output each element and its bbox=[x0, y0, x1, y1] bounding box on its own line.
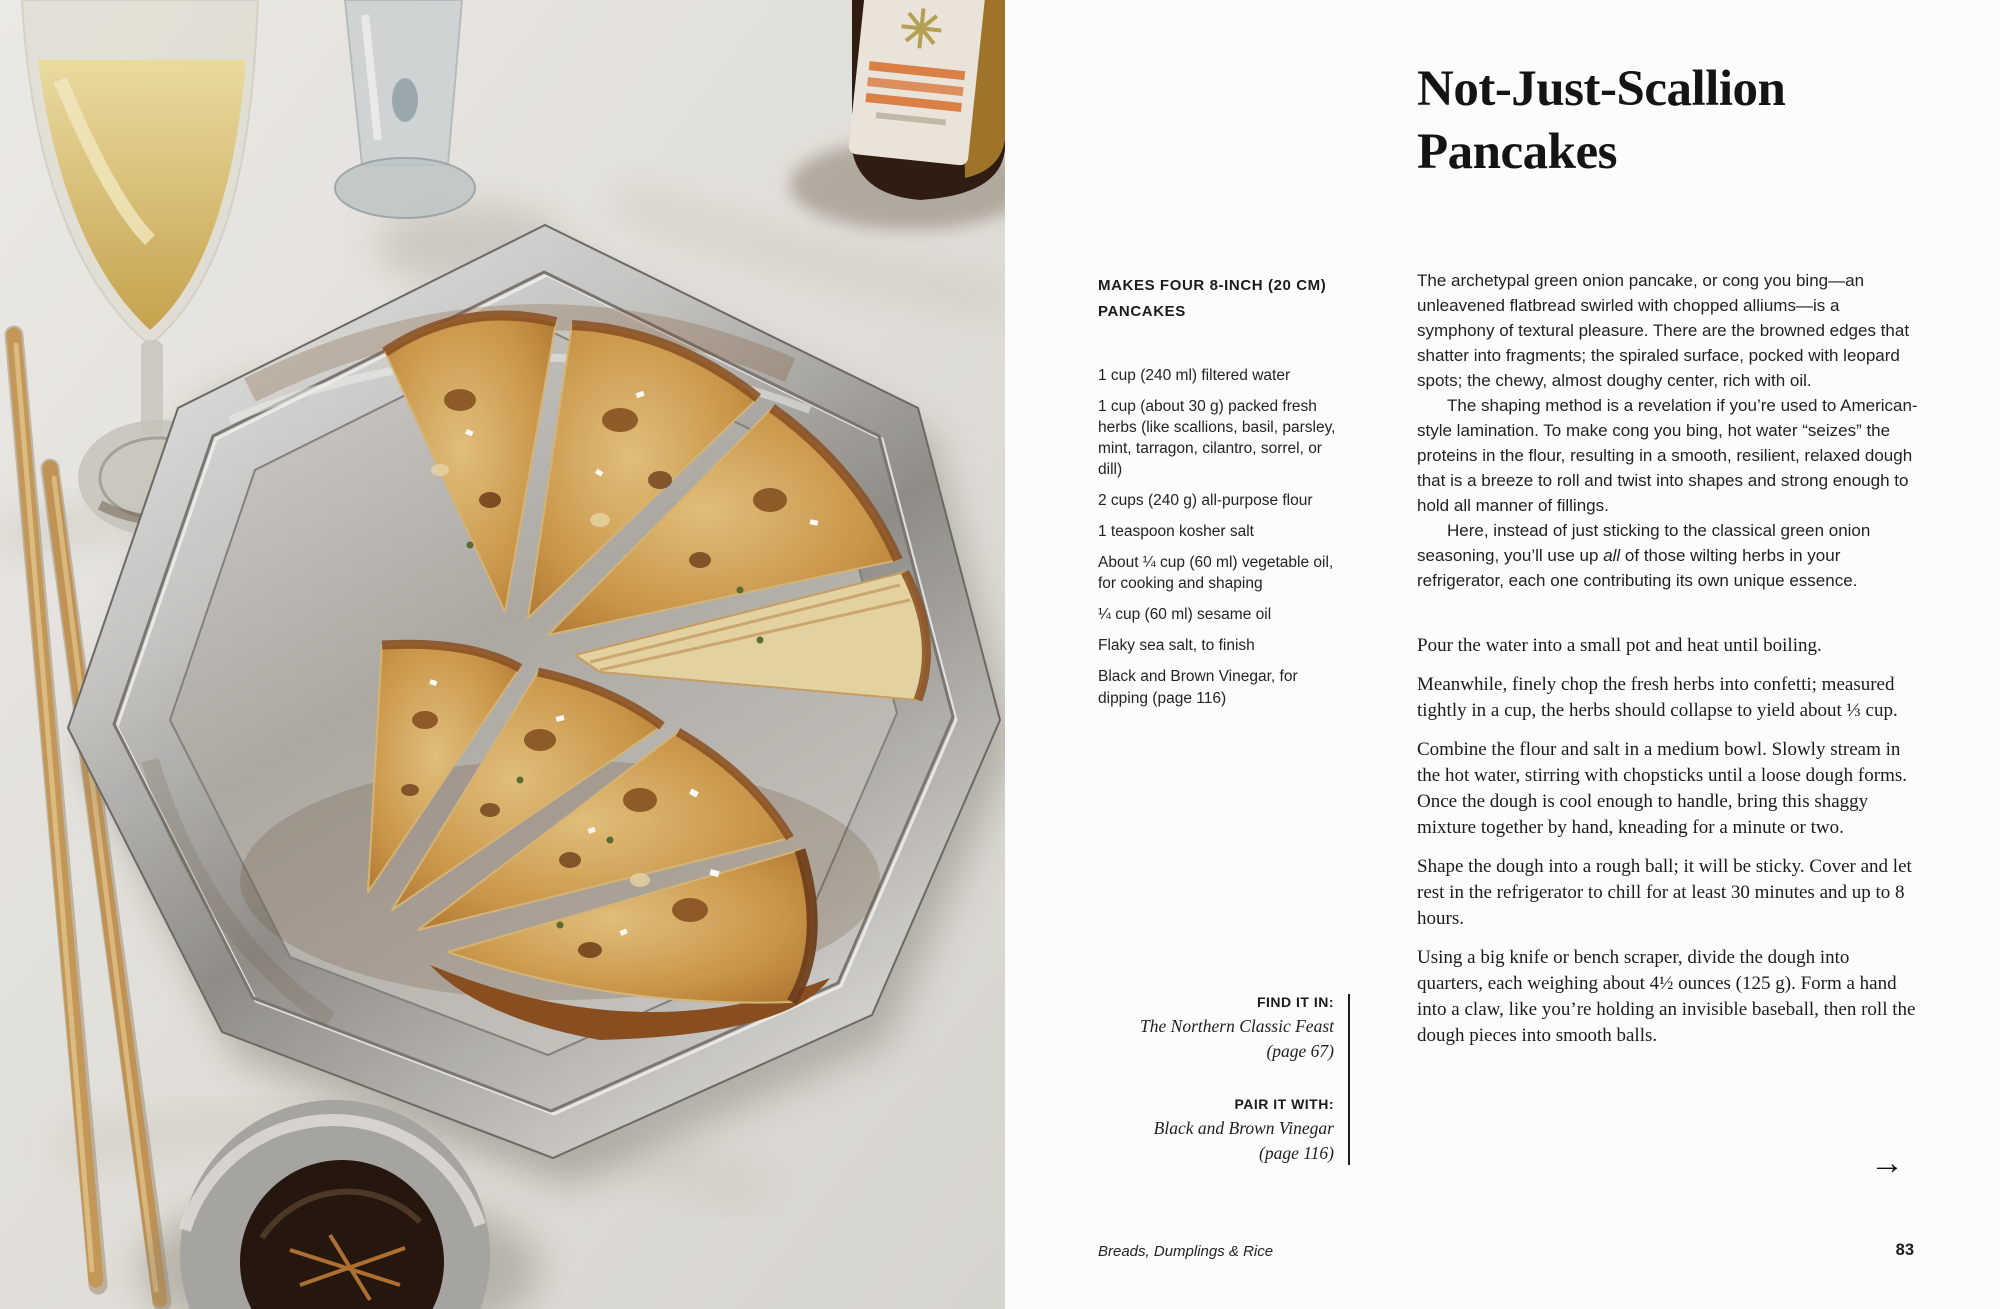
recipe-instructions bbox=[1417, 633, 1919, 1049]
ingredient-item: Black and Brown Vinegar, for dipping (page 116) bbox=[1098, 668, 1298, 707]
ingredient-item: ¼ cup (60 ml) sesame oil bbox=[1098, 606, 1272, 624]
cross-reference-spacer bbox=[1098, 1064, 1334, 1096]
instruction-step: Meanwhile, finely chop the fresh herbs into confetti; measured tightly in a cup, the herbs should collapse to yield about ⅓ cup. bbox=[1417, 674, 1898, 721]
ingredient-item: Flaky sea salt, to finish bbox=[1098, 637, 1255, 655]
pair-it-with-label: PAIR IT WITH: bbox=[1234, 1095, 1334, 1112]
intro-paragraph: The shaping method is a revelation if you’re used to American-style lamination. To make cong you bing, hot water “seizes” the proteins in the flour, resulting in a smooth, resilient, relaxed dough that is a breeze to roll and twist into shapes and strong enough to hold all manner of fillings. bbox=[1417, 396, 1918, 515]
ingredient-item: About ¼ cup (60 ml) vegetable oil, for cooking and shaping bbox=[1098, 554, 1334, 593]
pair-it-with-page-ref: (page 116) bbox=[1259, 1142, 1334, 1163]
recipe-body bbox=[1417, 268, 1919, 1062]
yield-label: MAKES FOUR 8-INCH (20 CM) PANCAKES bbox=[1098, 277, 1327, 320]
page-number: 83 bbox=[1895, 1241, 1914, 1259]
ingredient-item: 1 teaspoon kosher salt bbox=[1098, 523, 1254, 541]
pair-it-with-title: Black and Brown Vinegar bbox=[1153, 1117, 1334, 1138]
instruction-step: Combine the flour and salt in a medium bowl. Slowly stream in the hot water, stirring with chopsticks until a loose dough forms. Once the dough is cool enough to handle, bring this shaggy mixture together by hand, kneading for a minute or two. bbox=[1417, 739, 1908, 838]
intro-text: Here, instead of just sticking to the classical green onion seasoning, you’ll use up bbox=[1417, 521, 1871, 565]
cross-references bbox=[1098, 994, 1350, 1165]
chapter-footer: Breads, Dumplings & Rice bbox=[1098, 1243, 1274, 1260]
instruction-step: Shape the dough into a rough ball; it will be sticky. Cover and let rest in the refrigerator to chill for at least 30 minutes and up to 8 hours. bbox=[1417, 856, 1912, 929]
intro-paragraph: The archetypal green onion pancake, or cong you bing—an unleavened flatbread swirled with chopped alliums—is a symphony of textural pleasure. There are the browned edges that shatter into fragments; the spiraled surface, pocked with leopard spots; the chewy, almost doughy center, rich with oil. bbox=[1417, 271, 1910, 390]
recipe-title: Not-Just-Scallion Pancakes bbox=[1417, 61, 1786, 181]
ingredient-item: 2 cups (240 g) all-purpose flour bbox=[1098, 491, 1313, 509]
ingredients-column bbox=[1098, 273, 1350, 719]
intro-text: of those wilting herbs in your refrigerator, each one contributing its own unique essence. bbox=[1417, 546, 1858, 590]
ingredient-item: 1 cup (240 ml) filtered water bbox=[1098, 366, 1291, 384]
continued-arrow: → bbox=[1870, 1144, 1904, 1182]
instruction-step: Using a big knife or bench scraper, divide the dough into quarters, each weighing about 4½ ounces (125 g). Form a hand into a claw, like you’re holding an invisible baseball, then roll the dough pieces into smooth balls. bbox=[1417, 947, 1916, 1046]
intro-paragraph bbox=[1417, 518, 1919, 593]
ingredients-list bbox=[1098, 365, 1342, 709]
find-it-in-page-ref: (page 67) bbox=[1266, 1040, 1334, 1061]
recipe-page bbox=[1005, 0, 2000, 1309]
intro-emphasis: all bbox=[1603, 546, 1621, 565]
recipe-intro bbox=[1417, 268, 1919, 593]
ingredient-item: 1 cup (about 30 g) packed fresh herbs (like scallions, basil, parsley, mint, tarragon, cilantro, sorrel, or dill) bbox=[1098, 397, 1336, 478]
find-it-in-title: The Northern Classic Feast bbox=[1140, 1016, 1334, 1036]
instruction-step: Pour the water into a small pot and heat until boiling. bbox=[1417, 635, 1822, 656]
find-it-in-label: FIND IT IN: bbox=[1256, 994, 1334, 1010]
